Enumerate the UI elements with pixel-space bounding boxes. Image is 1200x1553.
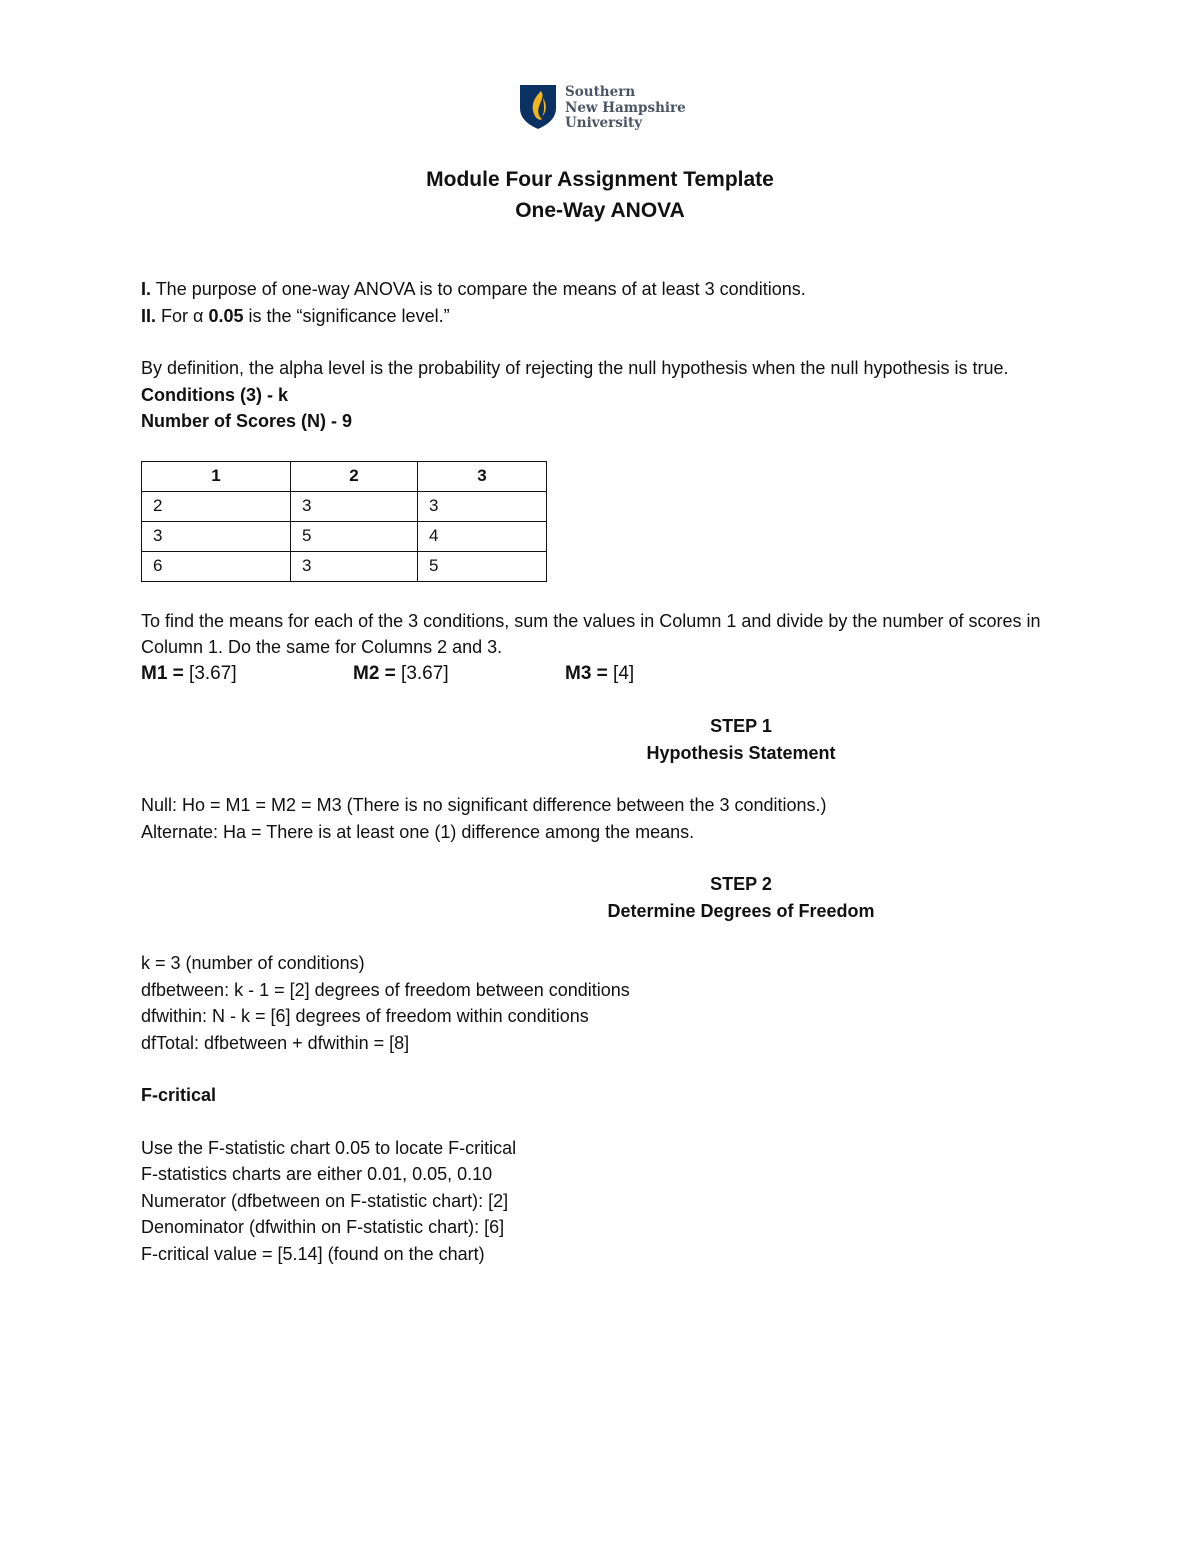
logo-line-2: New Hampshire: [565, 99, 686, 116]
intro-item-1-text: The purpose of one-way ANOVA is to compare the means of at least 3 conditions.: [151, 279, 806, 299]
logo-line-1: Southern: [565, 84, 636, 100]
document-title: [0, 164, 1200, 226]
mean-2: [353, 661, 565, 688]
mean-3-value: [4]: [607, 662, 635, 684]
mean-3: [565, 661, 777, 688]
table-header-cell: 3: [418, 461, 547, 491]
scores-line: Number of Scores (N) - 9: [141, 411, 353, 431]
intro-item-2-label: II.: [141, 305, 157, 326]
mean-2-value: [3.67]: [395, 662, 449, 684]
conditions-line: Conditions (3) - k: [141, 384, 288, 405]
f-critical-heading: F-critical: [141, 1085, 217, 1105]
step-2-heading: STEP 2: [710, 874, 772, 894]
logo-wordmark: [565, 85, 686, 132]
table-header-cell: 1: [142, 461, 291, 491]
table-cell: 4: [418, 521, 547, 551]
table-cell: 3: [291, 551, 418, 581]
intro-item-1: [141, 276, 1061, 303]
table-cell: 3: [291, 491, 418, 521]
table-cell: 3: [142, 521, 291, 551]
mean-1: [141, 661, 353, 688]
f-critical-line-2: F-statistics charts are either 0.01, 0.05, 0.10: [141, 1164, 493, 1184]
df-between-line: dfbetween: k - 1 = [2] degrees of freedom between conditions: [141, 979, 630, 1000]
mean-1-label: M1 =: [141, 662, 184, 684]
table-cell: 5: [418, 551, 547, 581]
f-critical-line-5: F-critical value = [5.14] (found on the chart): [141, 1243, 485, 1264]
step-2-subheading: Determine Degrees of Freedom: [607, 900, 875, 921]
shield-flame-icon: [519, 84, 557, 130]
table-cell: 3: [418, 491, 547, 521]
mean-1-value: [3.67]: [183, 662, 237, 684]
step-1-heading: STEP 1: [710, 716, 772, 736]
mean-3-label: M3 =: [565, 662, 608, 684]
alpha-value: 0.05: [208, 305, 244, 326]
k-line: k = 3 (number of conditions): [141, 953, 365, 973]
document-body: [141, 276, 1061, 1267]
means-instructions: To find the means for each of the 3 conditions, sum the values in Column 1 and divide by the number of scores in Column 1. Do the same for Columns 2 and 3.: [141, 610, 1041, 657]
title-line-1: Module Four Assignment Template: [426, 168, 774, 191]
df-within-line: dfwithin: N - k = [6] degrees of freedom within conditions: [141, 1006, 589, 1026]
intro-item-2-post: is the “significance level.”: [243, 305, 450, 326]
table-header-row: [142, 461, 547, 491]
intro-item-2-pre: For α: [156, 305, 209, 326]
alpha-definition: By definition, the alpha level is the probability of rejecting the null hypothesis when the null hypothesis is true.: [141, 358, 1009, 378]
f-critical-line-3: Numerator (dfbetween on F-statistic chart): [2]: [141, 1190, 509, 1211]
table-row: [142, 491, 547, 521]
scores-table: [141, 461, 547, 582]
table-header-cell: 2: [291, 461, 418, 491]
alternate-hypothesis: Alternate: Ha = There is at least one (1) difference among the means.: [141, 821, 695, 842]
step-1-subheading: Hypothesis Statement: [646, 742, 836, 763]
df-total-line: dfTotal: dfbetween + dfwithin = [8]: [141, 1032, 410, 1053]
table-cell: 5: [291, 521, 418, 551]
intro-item-2: [141, 303, 1061, 330]
title-line-2: One-Way ANOVA: [515, 199, 685, 222]
null-hypothesis: Null: Ho = M1 = M2 = M3 (There is no significant difference between the 3 conditions.): [141, 795, 827, 815]
table-row: [142, 521, 547, 551]
logo-line-3: University: [565, 115, 643, 131]
f-critical-line-1: Use the F-statistic chart 0.05 to locate F-critical: [141, 1137, 517, 1158]
table-cell: 6: [142, 551, 291, 581]
table-row: [142, 551, 547, 581]
f-critical-line-4: Denominator (dfwithin on F-statistic chart): [6]: [141, 1217, 505, 1237]
university-logo: [519, 84, 686, 132]
table-cell: 2: [142, 491, 291, 521]
means-row: [141, 661, 1061, 688]
intro-item-1-label: I.: [141, 279, 152, 299]
mean-2-label: M2 =: [353, 662, 396, 684]
